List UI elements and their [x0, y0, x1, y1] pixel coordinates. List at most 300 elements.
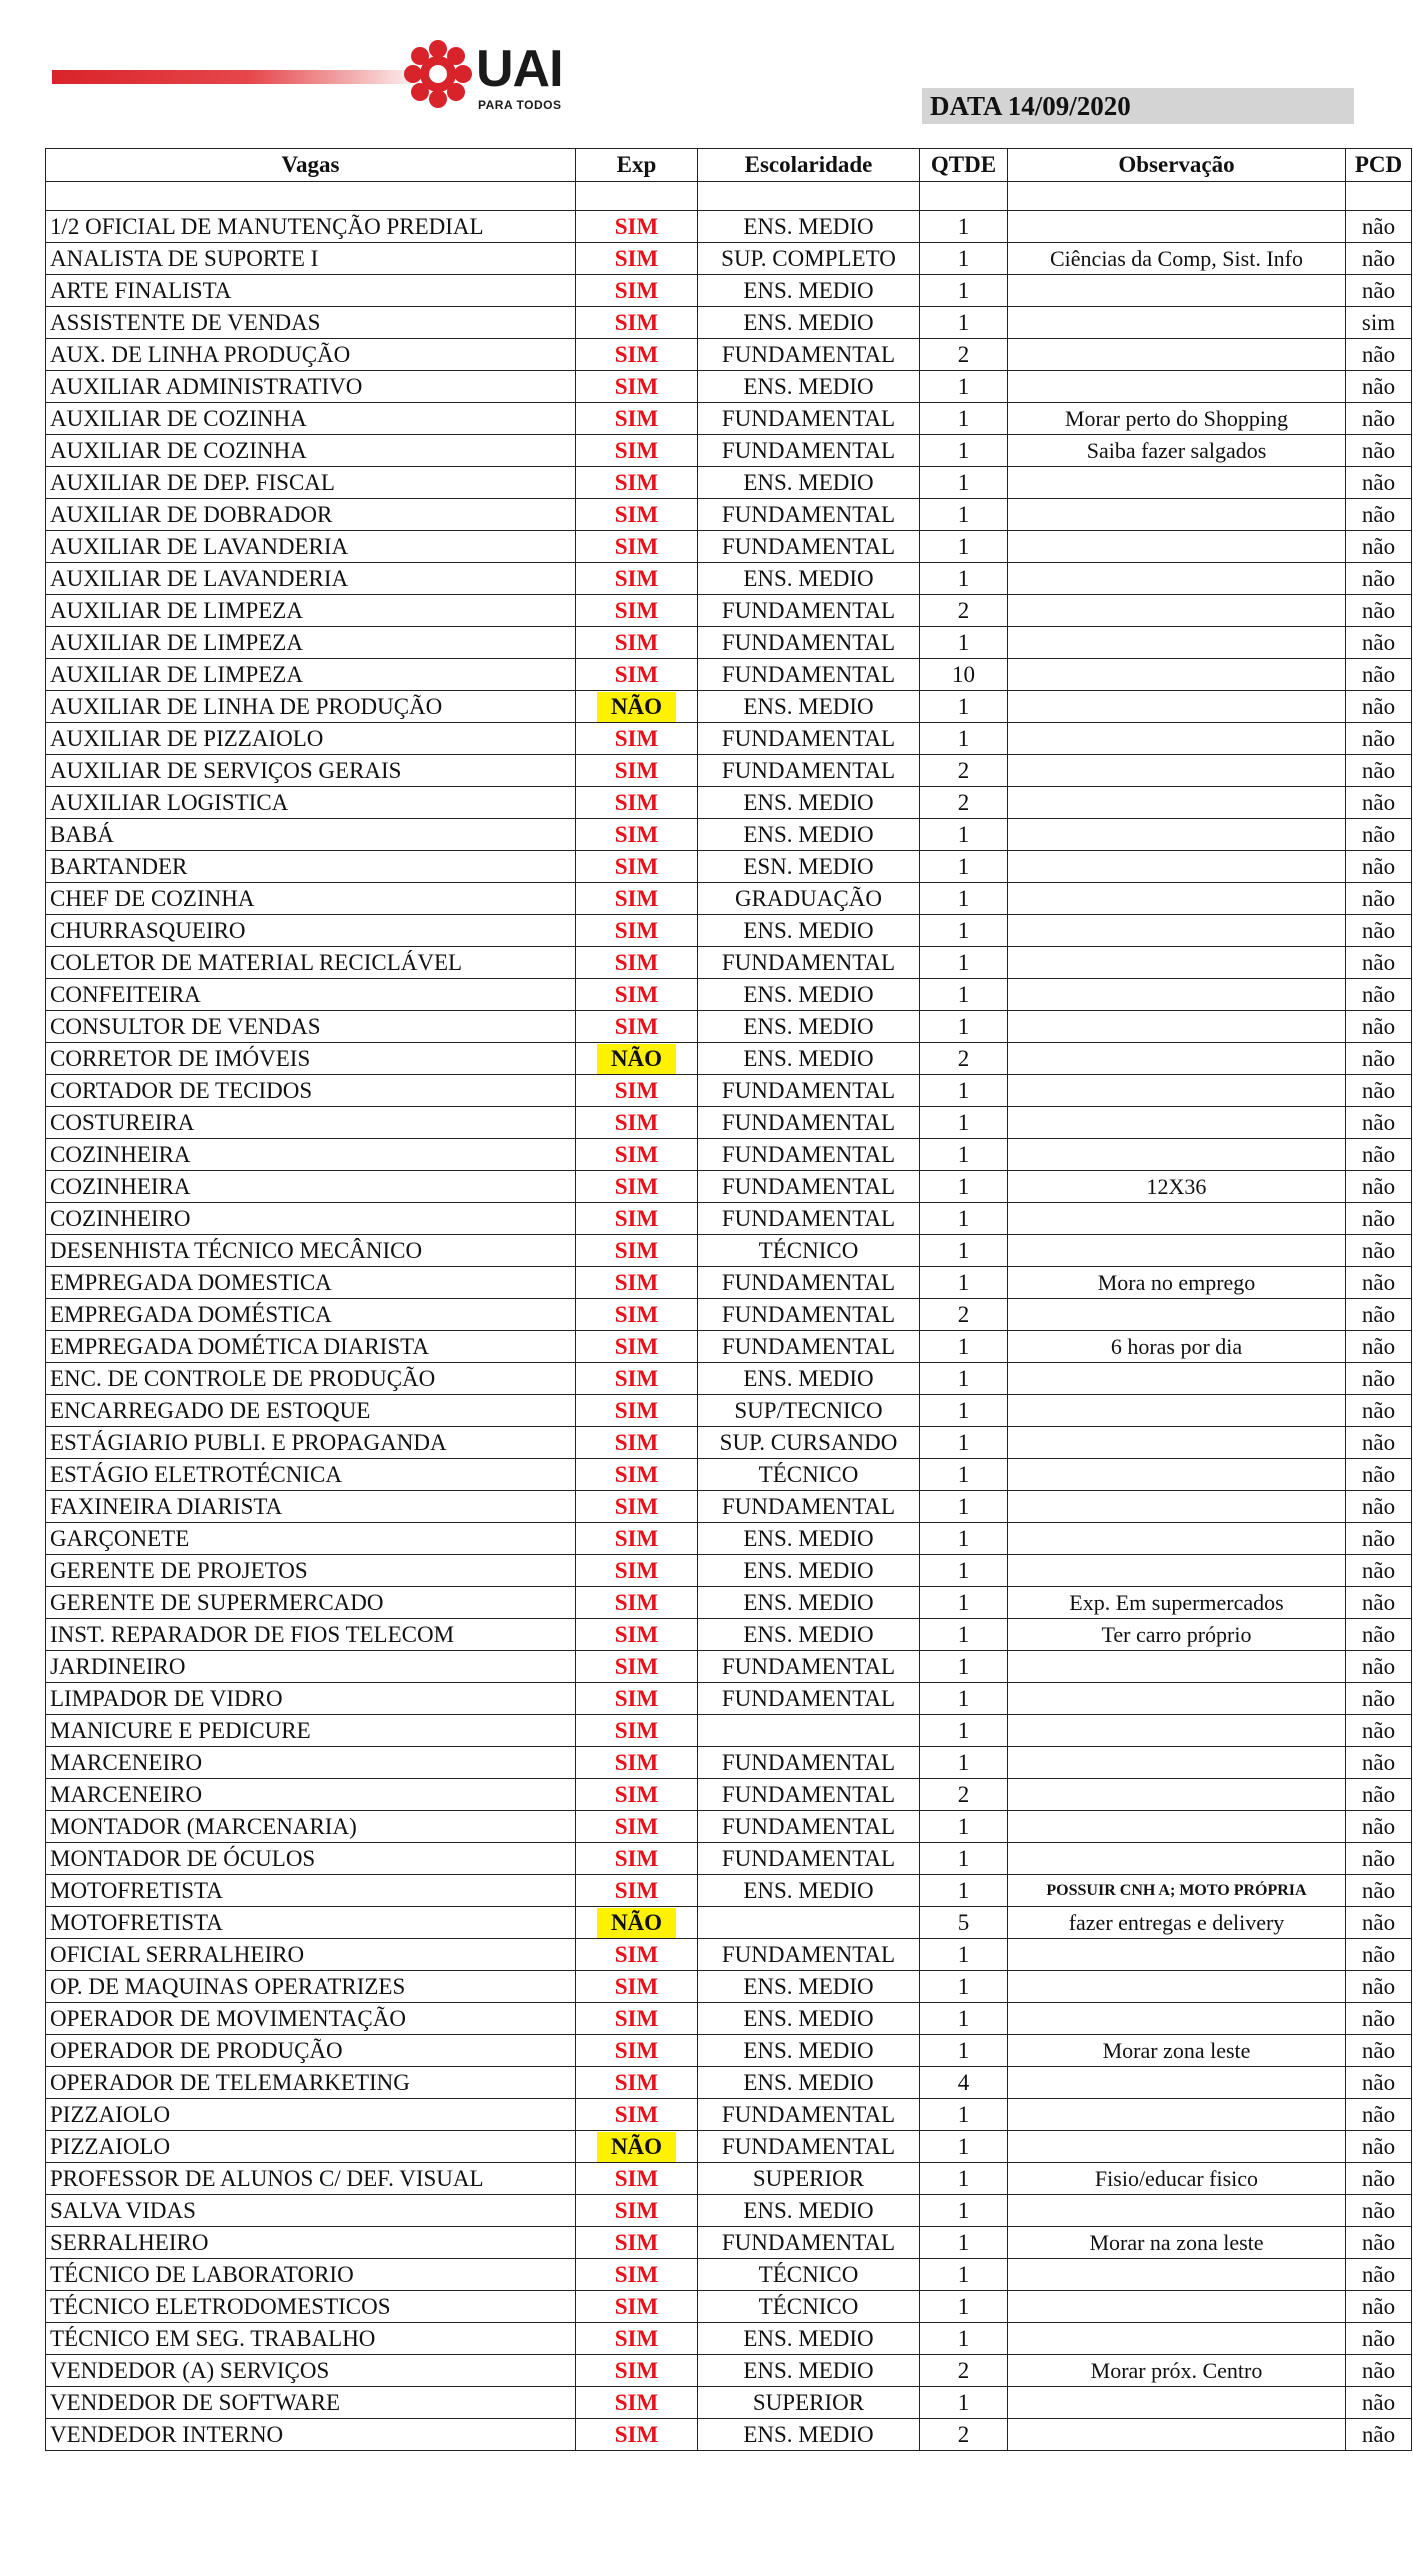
- observacao-cell: [1008, 595, 1346, 627]
- exp-cell: [576, 851, 698, 883]
- vaga-cell: ASSISTENTE DE VENDAS: [46, 307, 576, 339]
- qtde-cell: 1: [920, 1107, 1008, 1139]
- pcd-cell: não: [1346, 851, 1412, 883]
- qtde-cell: 1: [920, 691, 1008, 723]
- header-accent-bar: [52, 70, 412, 84]
- pcd-cell: não: [1346, 755, 1412, 787]
- qtde-cell: 1: [920, 819, 1008, 851]
- vaga-cell: CHURRASQUEIRO: [46, 915, 576, 947]
- exp-cell: [576, 1587, 698, 1619]
- vaga-cell: AUXILIAR ADMINISTRATIVO: [46, 371, 576, 403]
- table-row: [46, 627, 1412, 659]
- observacao-cell: [1008, 819, 1346, 851]
- vaga-cell: JARDINEIRO: [46, 1651, 576, 1683]
- qtde-cell: 1: [920, 403, 1008, 435]
- exp-sim-label: SIM: [614, 1461, 659, 1487]
- escolaridade-cell: FUNDAMENTAL: [698, 403, 920, 435]
- date-label: DATA 14/09/2020: [922, 88, 1354, 124]
- table-row: [46, 1171, 1412, 1203]
- qtde-cell: 1: [920, 1875, 1008, 1907]
- escolaridade-cell: FUNDAMENTAL: [698, 499, 920, 531]
- exp-sim-label: SIM: [614, 1941, 659, 1967]
- exp-cell: [576, 2291, 698, 2323]
- table-row: [46, 435, 1412, 467]
- exp-sim-label: SIM: [614, 213, 659, 239]
- vaga-cell: AUXILIAR DE LAVANDERIA: [46, 531, 576, 563]
- pcd-cell: não: [1346, 403, 1412, 435]
- pcd-cell: não: [1346, 947, 1412, 979]
- observacao-cell: [1008, 1043, 1346, 1075]
- vaga-cell: AUXILIAR DE COZINHA: [46, 435, 576, 467]
- vaga-cell: MANICURE E PEDICURE: [46, 1715, 576, 1747]
- vaga-cell: MARCENEIRO: [46, 1747, 576, 1779]
- spacer-cell: [576, 182, 698, 211]
- qtde-cell: 4: [920, 2067, 1008, 2099]
- vaga-cell: MARCENEIRO: [46, 1779, 576, 1811]
- observacao-cell: Ciências da Comp, Sist. Info: [1008, 243, 1346, 275]
- table-row: [46, 1843, 1412, 1875]
- column-header-exp: Exp: [576, 149, 698, 182]
- exp-cell: [576, 1875, 698, 1907]
- pcd-cell: não: [1346, 883, 1412, 915]
- escolaridade-cell: SUPERIOR: [698, 2163, 920, 2195]
- exp-cell: [576, 1747, 698, 1779]
- qtde-cell: 1: [920, 1811, 1008, 1843]
- escolaridade-cell: ENS. MEDIO: [698, 2195, 920, 2227]
- exp-cell: [576, 2131, 698, 2163]
- observacao-cell: [1008, 1779, 1346, 1811]
- qtde-cell: 1: [920, 2259, 1008, 2291]
- observacao-cell: 6 horas por dia: [1008, 1331, 1346, 1363]
- observacao-cell: Ter carro próprio: [1008, 1619, 1346, 1651]
- pcd-cell: não: [1346, 2195, 1412, 2227]
- table-row: [46, 1971, 1412, 2003]
- exp-sim-label: SIM: [614, 629, 659, 655]
- pcd-cell: não: [1346, 1043, 1412, 1075]
- vaga-cell: MOTOFRETISTA: [46, 1907, 576, 1939]
- observacao-cell: [1008, 1427, 1346, 1459]
- escolaridade-cell: FUNDAMENTAL: [698, 659, 920, 691]
- vaga-cell: TÉCNICO ELETRODOMESTICOS: [46, 2291, 576, 2323]
- qtde-cell: 1: [920, 1587, 1008, 1619]
- qtde-cell: 2: [920, 787, 1008, 819]
- vaga-cell: OPERADOR DE PRODUÇÃO: [46, 2035, 576, 2067]
- observacao-cell: [1008, 467, 1346, 499]
- observacao-cell: [1008, 1363, 1346, 1395]
- qtde-cell: 1: [920, 851, 1008, 883]
- exp-sim-label: SIM: [614, 2325, 659, 2351]
- escolaridade-cell: [698, 1715, 920, 1747]
- exp-cell: [576, 627, 698, 659]
- pcd-cell: não: [1346, 787, 1412, 819]
- exp-cell: [576, 2323, 698, 2355]
- qtde-cell: 1: [920, 1011, 1008, 1043]
- observacao-cell: [1008, 1395, 1346, 1427]
- table-row: [46, 531, 1412, 563]
- table-row: [46, 1459, 1412, 1491]
- pcd-cell: não: [1346, 243, 1412, 275]
- pcd-cell: não: [1346, 1267, 1412, 1299]
- table-row: [46, 851, 1412, 883]
- table-row: [46, 2387, 1412, 2419]
- observacao-cell: Morar perto do Shopping: [1008, 403, 1346, 435]
- table-row: [46, 467, 1412, 499]
- pcd-cell: não: [1346, 723, 1412, 755]
- table-row: [46, 1587, 1412, 1619]
- table-row: [46, 1619, 1412, 1651]
- escolaridade-cell: ENS. MEDIO: [698, 819, 920, 851]
- pcd-cell: sim: [1346, 307, 1412, 339]
- exp-cell: [576, 1139, 698, 1171]
- pcd-cell: não: [1346, 1139, 1412, 1171]
- qtde-cell: 1: [920, 1363, 1008, 1395]
- qtde-cell: 1: [920, 1427, 1008, 1459]
- vaga-cell: GERENTE DE PROJETOS: [46, 1555, 576, 1587]
- qtde-cell: 1: [920, 915, 1008, 947]
- pcd-cell: não: [1346, 1971, 1412, 2003]
- qtde-cell: 1: [920, 947, 1008, 979]
- vaga-cell: VENDEDOR INTERNO: [46, 2419, 576, 2451]
- vaga-cell: LIMPADOR DE VIDRO: [46, 1683, 576, 1715]
- qtde-cell: 1: [920, 435, 1008, 467]
- pcd-cell: não: [1346, 1683, 1412, 1715]
- observacao-cell: Saiba fazer salgados: [1008, 435, 1346, 467]
- escolaridade-cell: ENS. MEDIO: [698, 691, 920, 723]
- vaga-cell: COLETOR DE MATERIAL RECICLÁVEL: [46, 947, 576, 979]
- qtde-cell: 1: [920, 563, 1008, 595]
- pcd-cell: não: [1346, 1747, 1412, 1779]
- qtde-cell: 1: [920, 1971, 1008, 2003]
- table-row: [46, 499, 1412, 531]
- logo-subtitle: PARA TODOS: [478, 98, 562, 112]
- exp-cell: [576, 243, 698, 275]
- exp-nao-badge: NÃO: [597, 1044, 676, 1074]
- escolaridade-cell: FUNDAMENTAL: [698, 1171, 920, 1203]
- exp-cell: [576, 1907, 698, 1939]
- pcd-cell: não: [1346, 1075, 1412, 1107]
- observacao-cell: [1008, 1459, 1346, 1491]
- observacao-cell: [1008, 1203, 1346, 1235]
- pcd-cell: não: [1346, 2067, 1412, 2099]
- vaga-cell: AUXILIAR DE COZINHA: [46, 403, 576, 435]
- qtde-cell: 1: [920, 1203, 1008, 1235]
- observacao-cell: Morar zona leste: [1008, 2035, 1346, 2067]
- escolaridade-cell: FUNDAMENTAL: [698, 595, 920, 627]
- escolaridade-cell: ENS. MEDIO: [698, 1555, 920, 1587]
- qtde-cell: 1: [920, 1491, 1008, 1523]
- exp-cell: [576, 2419, 698, 2451]
- observacao-cell: [1008, 1011, 1346, 1043]
- escolaridade-cell: FUNDAMENTAL: [698, 1075, 920, 1107]
- qtde-cell: 1: [920, 2099, 1008, 2131]
- table-row: [46, 915, 1412, 947]
- observacao-cell: [1008, 915, 1346, 947]
- pcd-cell: não: [1346, 1235, 1412, 1267]
- qtde-cell: 1: [920, 1523, 1008, 1555]
- pcd-cell: não: [1346, 1555, 1412, 1587]
- observacao-cell: [1008, 531, 1346, 563]
- observacao-cell: [1008, 499, 1346, 531]
- escolaridade-cell: FUNDAMENTAL: [698, 1939, 920, 1971]
- observacao-cell: [1008, 1843, 1346, 1875]
- table-row: [46, 1523, 1412, 1555]
- escolaridade-cell: FUNDAMENTAL: [698, 2131, 920, 2163]
- exp-cell: [576, 403, 698, 435]
- exp-cell: [576, 1427, 698, 1459]
- pcd-cell: não: [1346, 1299, 1412, 1331]
- exp-sim-label: SIM: [614, 1333, 659, 1359]
- observacao-cell: 12X36: [1008, 1171, 1346, 1203]
- exp-sim-label: SIM: [614, 1429, 659, 1455]
- qtde-cell: 2: [920, 1779, 1008, 1811]
- table-row: [46, 723, 1412, 755]
- table-row: [46, 659, 1412, 691]
- qtde-cell: 1: [920, 1331, 1008, 1363]
- pcd-cell: não: [1346, 1491, 1412, 1523]
- qtde-cell: 2: [920, 2355, 1008, 2387]
- exp-sim-label: SIM: [614, 2165, 659, 2191]
- observacao-cell: [1008, 275, 1346, 307]
- exp-sim-label: SIM: [614, 1653, 659, 1679]
- observacao-cell: [1008, 1651, 1346, 1683]
- escolaridade-cell: ENS. MEDIO: [698, 211, 920, 243]
- table-spacer-row: [46, 182, 1412, 211]
- exp-cell: [576, 1779, 698, 1811]
- exp-nao-badge: NÃO: [597, 2132, 676, 2162]
- escolaridade-cell: TÉCNICO: [698, 1235, 920, 1267]
- pcd-cell: não: [1346, 2323, 1412, 2355]
- vaga-cell: CONSULTOR DE VENDAS: [46, 1011, 576, 1043]
- exp-cell: [576, 435, 698, 467]
- exp-sim-label: SIM: [614, 2293, 659, 2319]
- qtde-cell: 1: [920, 371, 1008, 403]
- pcd-cell: não: [1346, 1651, 1412, 1683]
- exp-cell: [576, 723, 698, 755]
- table-row: [46, 2067, 1412, 2099]
- vaga-cell: SALVA VIDAS: [46, 2195, 576, 2227]
- exp-sim-label: SIM: [614, 309, 659, 335]
- table-row: [46, 755, 1412, 787]
- table-row: [46, 2163, 1412, 2195]
- exp-sim-label: SIM: [614, 1173, 659, 1199]
- exp-cell: [576, 1523, 698, 1555]
- vaga-cell: GARÇONETE: [46, 1523, 576, 1555]
- qtde-cell: 1: [920, 1619, 1008, 1651]
- table-row: [46, 2355, 1412, 2387]
- vaga-cell: AUXILIAR DE PIZZAIOLO: [46, 723, 576, 755]
- pcd-cell: não: [1346, 1331, 1412, 1363]
- exp-cell: [576, 1843, 698, 1875]
- exp-sim-label: SIM: [614, 597, 659, 623]
- table-row: [46, 307, 1412, 339]
- pcd-cell: não: [1346, 467, 1412, 499]
- qtde-cell: 1: [920, 979, 1008, 1011]
- table-row: [46, 1875, 1412, 1907]
- observacao-cell: [1008, 627, 1346, 659]
- exp-cell: [576, 819, 698, 851]
- pcd-cell: não: [1346, 1779, 1412, 1811]
- escolaridade-cell: FUNDAMENTAL: [698, 2227, 920, 2259]
- exp-sim-label: SIM: [614, 1973, 659, 1999]
- vaga-cell: TÉCNICO DE LABORATORIO: [46, 2259, 576, 2291]
- qtde-cell: 1: [920, 2323, 1008, 2355]
- exp-sim-label: SIM: [614, 501, 659, 527]
- vaga-cell: CORTADOR DE TECIDOS: [46, 1075, 576, 1107]
- observacao-cell: [1008, 563, 1346, 595]
- observacao-cell: POSSUIR CNH A; MOTO PRÓPRIA: [1008, 1875, 1346, 1907]
- table-row: [46, 1363, 1412, 1395]
- pcd-cell: não: [1346, 531, 1412, 563]
- table-row: [46, 1939, 1412, 1971]
- escolaridade-cell: ENS. MEDIO: [698, 787, 920, 819]
- pcd-cell: não: [1346, 1203, 1412, 1235]
- escolaridade-cell: ENS. MEDIO: [698, 275, 920, 307]
- escolaridade-cell: FUNDAMENTAL: [698, 1651, 920, 1683]
- pcd-cell: não: [1346, 275, 1412, 307]
- exp-cell: [576, 1395, 698, 1427]
- table-row: [46, 1075, 1412, 1107]
- escolaridade-cell: ENS. MEDIO: [698, 467, 920, 499]
- escolaridade-cell: ENS. MEDIO: [698, 1971, 920, 2003]
- observacao-cell: [1008, 1747, 1346, 1779]
- exp-nao-badge: NÃO: [597, 692, 676, 722]
- qtde-cell: 1: [920, 307, 1008, 339]
- escolaridade-cell: ENS. MEDIO: [698, 1875, 920, 1907]
- exp-sim-label: SIM: [614, 245, 659, 271]
- escolaridade-cell: FUNDAMENTAL: [698, 1811, 920, 1843]
- observacao-cell: [1008, 2259, 1346, 2291]
- escolaridade-cell: SUP/TECNICO: [698, 1395, 920, 1427]
- observacao-cell: [1008, 211, 1346, 243]
- table-row: [46, 1907, 1412, 1939]
- observacao-cell: [1008, 1491, 1346, 1523]
- observacao-cell: [1008, 947, 1346, 979]
- table-row: [46, 211, 1412, 243]
- qtde-cell: 1: [920, 1235, 1008, 1267]
- pcd-cell: não: [1346, 691, 1412, 723]
- observacao-cell: [1008, 1107, 1346, 1139]
- exp-sim-label: SIM: [614, 1717, 659, 1743]
- vaga-cell: AUXILIAR DE LIMPEZA: [46, 627, 576, 659]
- exp-sim-label: SIM: [614, 1237, 659, 1263]
- exp-cell: [576, 1011, 698, 1043]
- escolaridade-cell: ENS. MEDIO: [698, 979, 920, 1011]
- exp-sim-label: SIM: [614, 1269, 659, 1295]
- exp-cell: [576, 595, 698, 627]
- pcd-cell: não: [1346, 211, 1412, 243]
- exp-sim-label: SIM: [614, 1077, 659, 1103]
- observacao-cell: [1008, 371, 1346, 403]
- escolaridade-cell: ENS. MEDIO: [698, 371, 920, 403]
- table-row: [46, 1107, 1412, 1139]
- pcd-cell: não: [1346, 339, 1412, 371]
- qtde-cell: 1: [920, 2291, 1008, 2323]
- qtde-cell: 1: [920, 467, 1008, 499]
- column-header-observacao: Observação: [1008, 149, 1346, 182]
- observacao-cell: [1008, 2419, 1346, 2451]
- qtde-cell: 1: [920, 1459, 1008, 1491]
- spacer-cell: [698, 182, 920, 211]
- qtde-cell: 1: [920, 723, 1008, 755]
- exp-cell: [576, 1203, 698, 1235]
- exp-sim-label: SIM: [614, 1781, 659, 1807]
- observacao-cell: [1008, 2067, 1346, 2099]
- observacao-cell: [1008, 1555, 1346, 1587]
- exp-sim-label: SIM: [614, 1813, 659, 1839]
- escolaridade-cell: ENS. MEDIO: [698, 1043, 920, 1075]
- exp-sim-label: SIM: [614, 373, 659, 399]
- vaga-cell: EMPREGADA DOMÉTICA DIARISTA: [46, 1331, 576, 1363]
- pcd-cell: não: [1346, 2291, 1412, 2323]
- column-header-pcd: PCD: [1346, 149, 1412, 182]
- spacer-cell: [46, 182, 576, 211]
- qtde-cell: 2: [920, 1299, 1008, 1331]
- vaga-cell: DESENHISTA TÉCNICO MECÂNICO: [46, 1235, 576, 1267]
- exp-sim-label: SIM: [614, 2357, 659, 2383]
- observacao-cell: [1008, 2099, 1346, 2131]
- exp-sim-label: SIM: [614, 2005, 659, 2031]
- table-row: [46, 2099, 1412, 2131]
- table-row: [46, 1011, 1412, 1043]
- qtde-cell: 1: [920, 243, 1008, 275]
- exp-cell: [576, 2387, 698, 2419]
- observacao-cell: Mora no emprego: [1008, 1267, 1346, 1299]
- escolaridade-cell: FUNDAMENTAL: [698, 2099, 920, 2131]
- table-row: [46, 563, 1412, 595]
- table-row: [46, 2259, 1412, 2291]
- escolaridade-cell: FUNDAMENTAL: [698, 1491, 920, 1523]
- table-row: [46, 2131, 1412, 2163]
- observacao-cell: [1008, 2291, 1346, 2323]
- table-row: [46, 339, 1412, 371]
- pcd-cell: não: [1346, 1715, 1412, 1747]
- escolaridade-cell: FUNDAMENTAL: [698, 1683, 920, 1715]
- table-row: [46, 1235, 1412, 1267]
- pcd-cell: não: [1346, 499, 1412, 531]
- exp-cell: [576, 2099, 698, 2131]
- observacao-cell: [1008, 1139, 1346, 1171]
- table-row: [46, 1491, 1412, 1523]
- exp-sim-label: SIM: [614, 885, 659, 911]
- exp-sim-label: SIM: [614, 341, 659, 367]
- exp-cell: [576, 883, 698, 915]
- escolaridade-cell: FUNDAMENTAL: [698, 627, 920, 659]
- pcd-cell: não: [1346, 979, 1412, 1011]
- vaga-cell: ENCARREGADO DE ESTOQUE: [46, 1395, 576, 1427]
- pcd-cell: não: [1346, 2035, 1412, 2067]
- spacer-cell: [1008, 182, 1346, 211]
- exp-cell: [576, 339, 698, 371]
- exp-sim-label: SIM: [614, 981, 659, 1007]
- vaga-cell: OFICIAL SERRALHEIRO: [46, 1939, 576, 1971]
- table-row: [46, 2227, 1412, 2259]
- pcd-cell: não: [1346, 2003, 1412, 2035]
- pcd-cell: não: [1346, 1395, 1412, 1427]
- exp-sim-label: SIM: [614, 1845, 659, 1871]
- exp-sim-label: SIM: [614, 1557, 659, 1583]
- qtde-cell: 1: [920, 2163, 1008, 2195]
- observacao-cell: [1008, 1299, 1346, 1331]
- escolaridade-cell: FUNDAMENTAL: [698, 1267, 920, 1299]
- exp-sim-label: SIM: [614, 1685, 659, 1711]
- vaga-cell: AUX. DE LINHA PRODUÇÃO: [46, 339, 576, 371]
- observacao-cell: [1008, 883, 1346, 915]
- pcd-cell: não: [1346, 1363, 1412, 1395]
- vaga-cell: INST. REPARADOR DE FIOS TELECOM: [46, 1619, 576, 1651]
- escolaridade-cell: FUNDAMENTAL: [698, 531, 920, 563]
- spacer-cell: [1346, 182, 1412, 211]
- pcd-cell: não: [1346, 1811, 1412, 1843]
